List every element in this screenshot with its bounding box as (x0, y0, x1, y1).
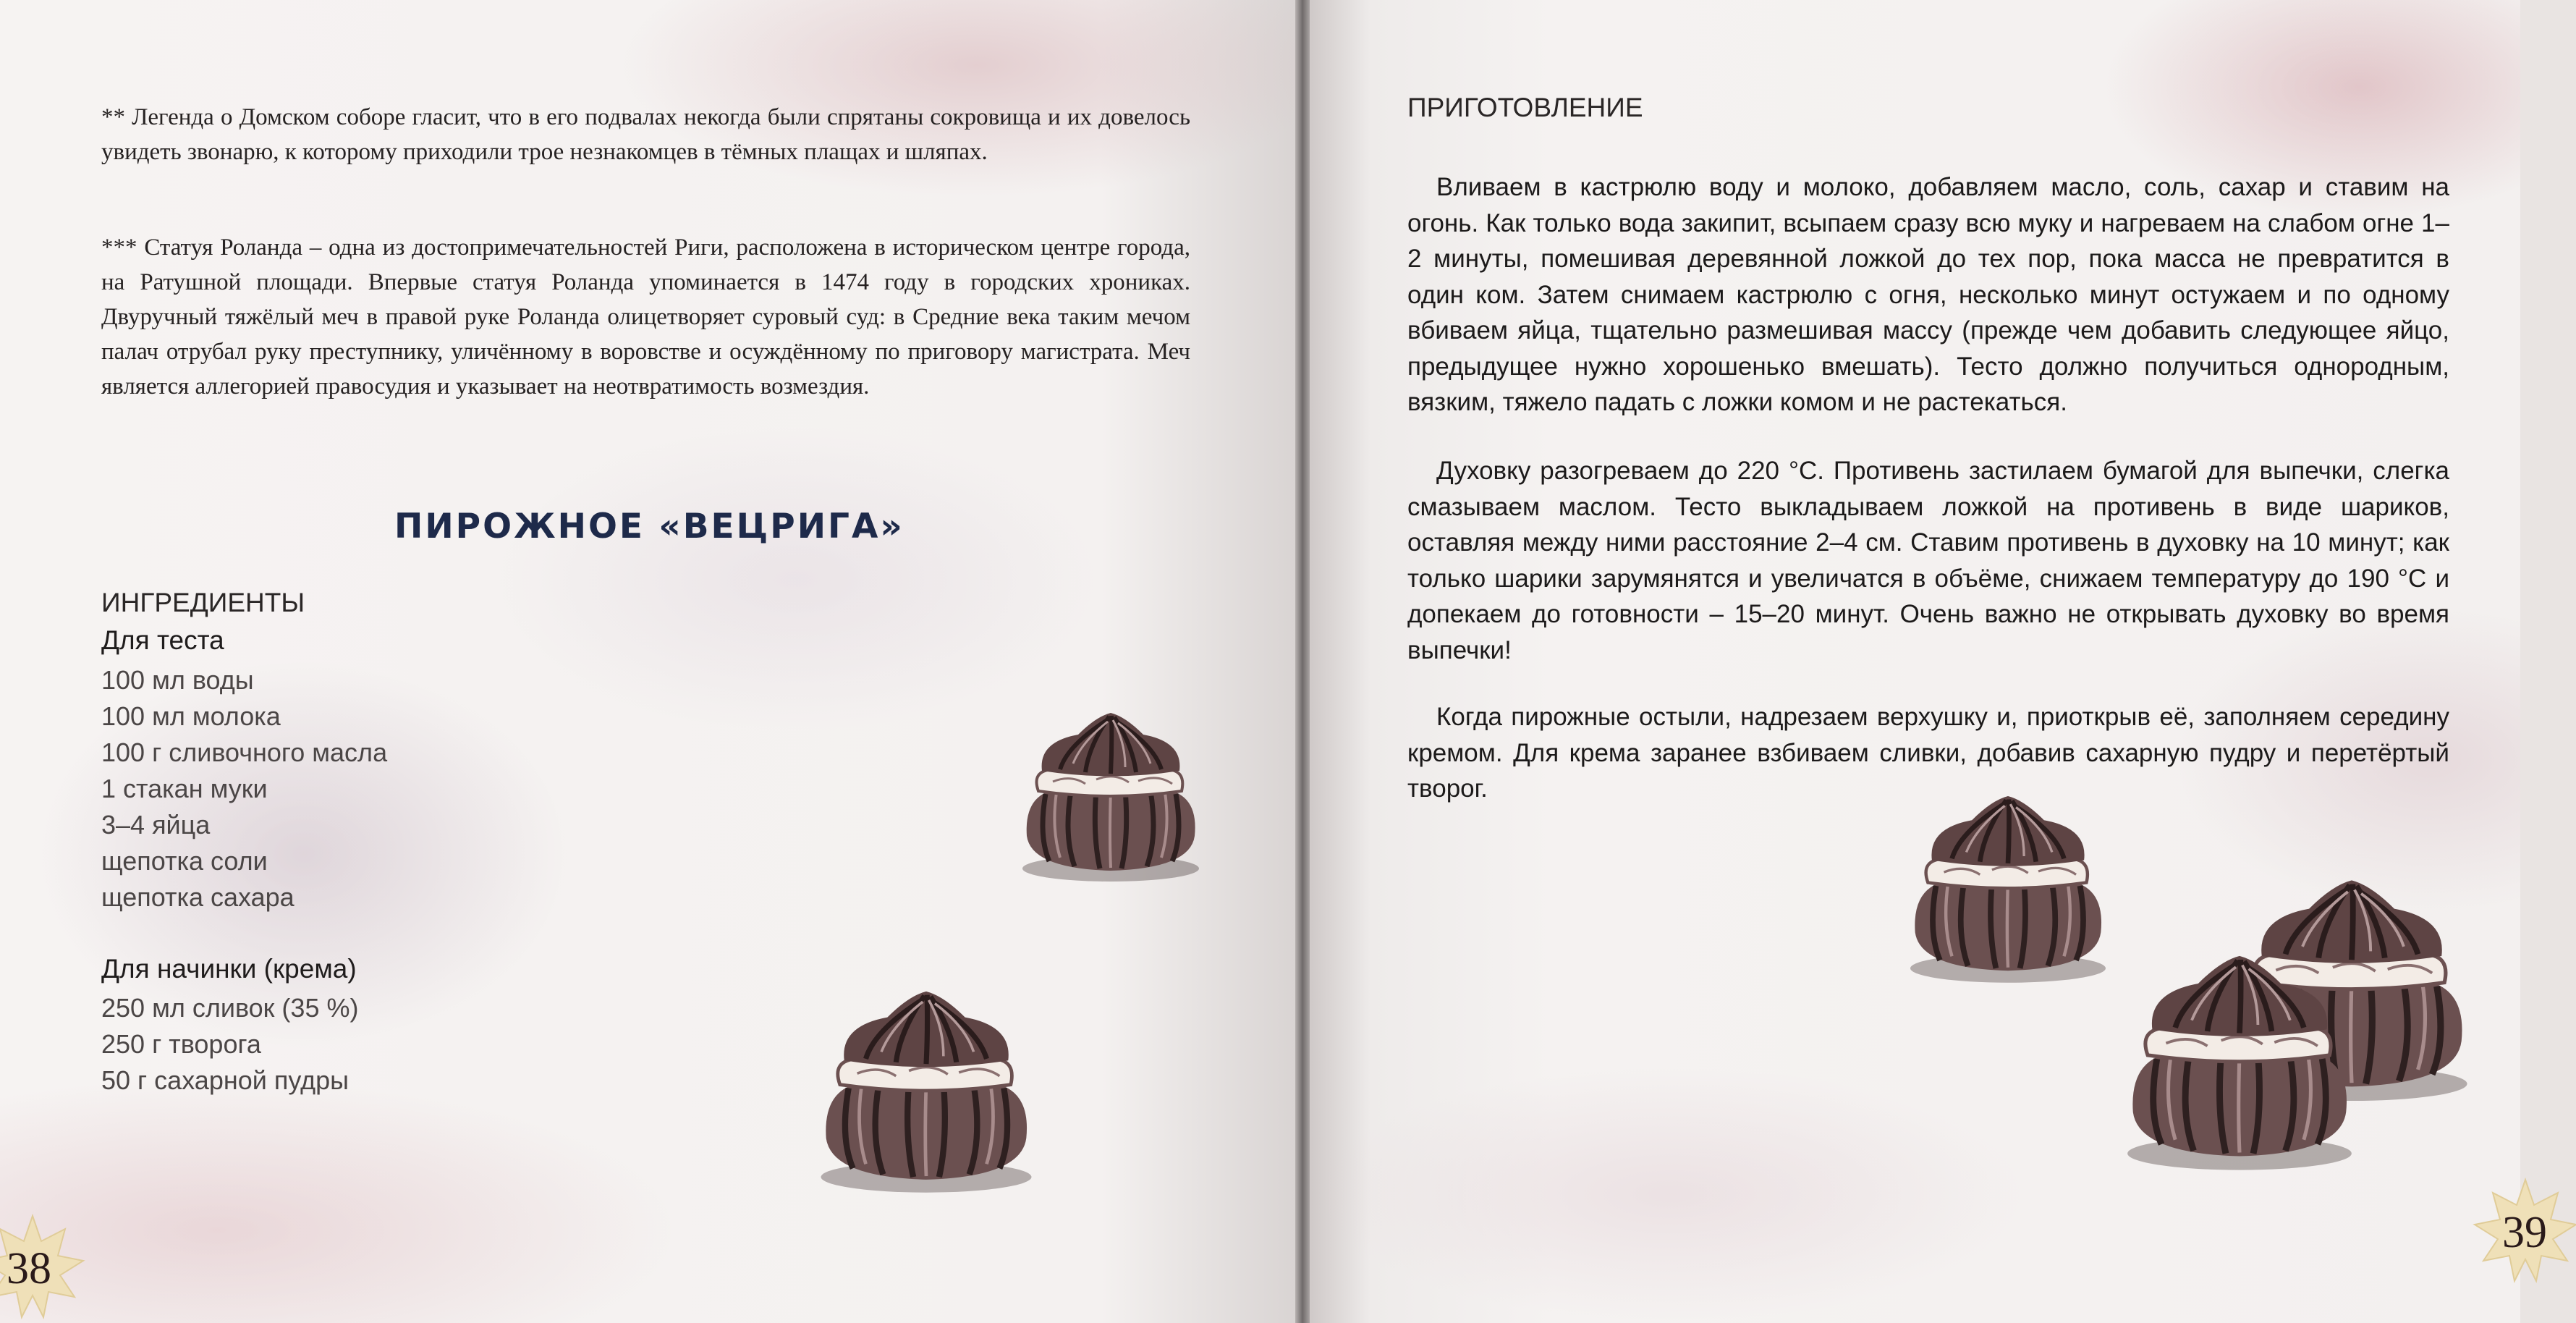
list-item: щепотка соли (101, 846, 268, 876)
page-number: 39 (2502, 1208, 2547, 1257)
list-item: 50 г сахарной пудры (101, 1065, 349, 1095)
eclair-illustration (2120, 955, 2359, 1172)
right-page (1310, 0, 2547, 1323)
list-item: 250 мл сливок (35 %) (101, 993, 359, 1023)
page-number-badge (0, 1201, 83, 1323)
preparation-paragraph-filling: Когда пирожные остыли, надрезаем верхушку и, приоткрыв её, заполняем середину кремом. Для крема заранее взбиваем сливки, добавив сахарную пудру и перетёртый творог. (1407, 703, 2449, 803)
preparation-paragraph-baking: Духовку разогреваем до 220 °С. Противень застилаем бумагой для выпечки, слегка смазываем маслом. Тесто выкладываем ложкой на противень в виде шариков, оставляя между ними расстояние 2–4 см. Ставим противень в духовку на 10 минут; как только шарики зарумянятся и увеличатся в объёме, снижаем температуру до 190 °С и допекаем до готовности – 15–20 минут. Очень важно не открывать духовку во время выпечки! (1407, 457, 2449, 664)
eclair-illustration (814, 984, 1038, 1201)
page-number: 38 (7, 1244, 51, 1293)
list-item: щепотка сахара (101, 882, 295, 912)
footnote-domsky-cathedral: ** Легенда о Домском соборе гласит, что в его подвалах некогда были спрятаны сокровища и их довелось увидеть звонарю, к которому приходили трое незнакомцев в тёмных плащах и шляпах. (101, 104, 1190, 165)
eclair-illustration (1013, 713, 1208, 883)
eclair-illustration (1903, 796, 2113, 984)
list-item: 3–4 яйца (101, 810, 211, 840)
ingredients-heading: ИНГРЕДИЕНТЫ (101, 588, 305, 617)
list-item: 1 стакан муки (101, 774, 268, 803)
filling-heading: Для начинки (крема) (101, 954, 357, 984)
list-item: 100 мл воды (101, 665, 254, 695)
list-item: 100 г сливочного масла (101, 737, 388, 767)
preparation-paragraph-dough: Вливаем в кастрюлю воду и молоко, добавляем масло, соль, сахар и ставим на огонь. Как только вода закипит, всыпаем сразу всю муку и нагреваем на слабом огне 1–2 минуты, помешивая деревянной ложкой до тех пор, пока масса не превратится в один ком. Затем снимаем кастрюлю с огня, несколько минут остужаем и по одному вбиваем яйца, тщательно размешивая массу (прежде чем добавить следующее яйцо, предыдущее нужно хорошенько вмешать). Тесто должно получиться однородным, вязким, тяжело падать с ложки комом и не растекаться. (1407, 173, 2449, 416)
dough-heading: Для теста (101, 625, 224, 655)
list-item: 250 г творога (101, 1029, 261, 1059)
recipe-title: ПИРОЖНОЕ «ВЕЦРИГА» (394, 507, 904, 546)
book-gutter (1295, 0, 1310, 1323)
preparation-heading: ПРИГОТОВЛЕНИЕ (1407, 93, 1643, 122)
page-number-badge (2475, 1165, 2576, 1287)
dough-ingredients-list (101, 662, 387, 916)
filling-ingredients-list (101, 990, 358, 1099)
footnote-roland-statue: *** Статуя Роланда – одна из достопримечательностей Риги, расположена в историческом центре города, на Ратушной площади. Впервые статуя Роланда упоминается в 1474 году в городских хрониках. Двуручный тяжёлый меч в правой руке Роланда олицетворяет суровый суд: в Средние века таким мечом палач отрубал руку преступнику, уличённому в воровстве и осуждённому по приговору магистрата. Меч является аллегорией правосудия и указывает на неотвратимость возмездия. (101, 234, 1190, 400)
list-item: 100 мл молока (101, 701, 281, 731)
